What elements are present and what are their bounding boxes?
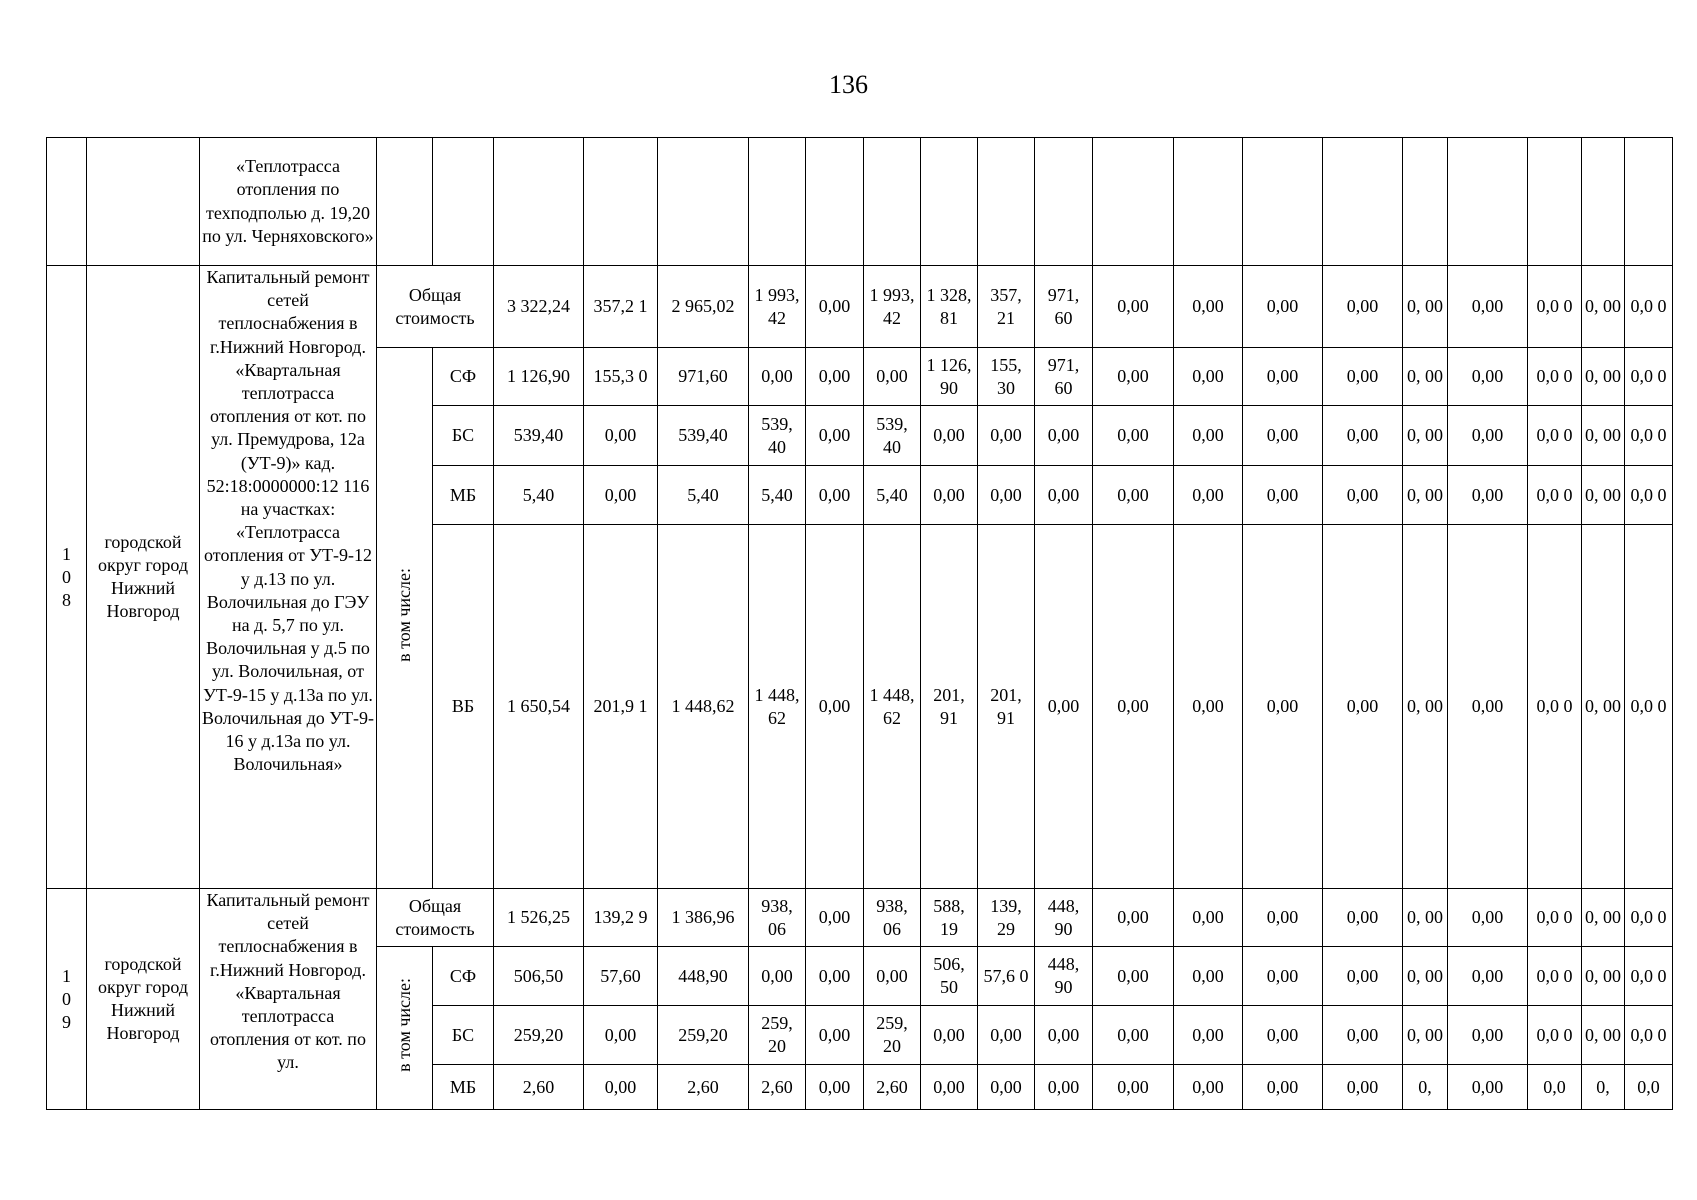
value-cell: 5,40 bbox=[658, 466, 749, 525]
value-cell: 0, 00 bbox=[1403, 525, 1448, 889]
value-cell: 0,00 bbox=[1243, 889, 1323, 947]
value-cell: 0, 00 bbox=[1582, 889, 1625, 947]
value-cell: 0,00 bbox=[1448, 406, 1528, 466]
value-cell: 0,00 bbox=[1093, 466, 1174, 525]
municipality-cell: городской округ город Нижний Новгород bbox=[87, 889, 200, 1110]
value-cell: 0,00 bbox=[1243, 348, 1323, 406]
value-cell: 0,0 0 bbox=[1528, 266, 1582, 348]
value-cell: 0,00 bbox=[1174, 348, 1243, 406]
value-cell: 0,00 bbox=[1093, 947, 1174, 1006]
value-cell: 0,00 bbox=[1243, 525, 1323, 889]
value-cell: 448,90 bbox=[658, 947, 749, 1006]
value-cell: 0,00 bbox=[806, 1065, 864, 1110]
value-cell: 0,00 bbox=[978, 466, 1035, 525]
value-cell: 1 526,25 bbox=[494, 889, 584, 947]
value-cell: 0,0 0 bbox=[1625, 266, 1673, 348]
value-cell: 0, 00 bbox=[1403, 406, 1448, 466]
value-cell: 0,00 bbox=[1243, 466, 1323, 525]
value-cell: 0,00 bbox=[806, 1006, 864, 1065]
value-cell: 0,0 bbox=[1625, 1065, 1673, 1110]
value-cell: 0,00 bbox=[978, 406, 1035, 466]
empty-cell bbox=[1323, 138, 1403, 266]
empty-cell bbox=[1093, 138, 1174, 266]
value-cell: 539,40 bbox=[494, 406, 584, 466]
value-cell: 0,00 bbox=[864, 947, 921, 1006]
value-cell: 0,00 bbox=[806, 466, 864, 525]
empty-cell bbox=[1035, 138, 1093, 266]
value-cell: 0,00 bbox=[806, 947, 864, 1006]
value-cell: 0,00 bbox=[1035, 406, 1093, 466]
value-cell: 0,00 bbox=[1323, 466, 1403, 525]
value-cell: 0,00 bbox=[864, 348, 921, 406]
value-cell: 588, 19 bbox=[921, 889, 978, 947]
empty-cell bbox=[658, 138, 749, 266]
value-cell: 0,00 bbox=[978, 1065, 1035, 1110]
value-cell: 0,00 bbox=[1093, 406, 1174, 466]
value-cell: 0,00 bbox=[1323, 1006, 1403, 1065]
value-cell: 2,60 bbox=[658, 1065, 749, 1110]
value-cell: 0,00 bbox=[1323, 348, 1403, 406]
empty-cell bbox=[1174, 138, 1243, 266]
value-cell: 5,40 bbox=[494, 466, 584, 525]
value-cell: 0, 00 bbox=[1582, 406, 1625, 466]
value-cell: 0,00 bbox=[1035, 1006, 1093, 1065]
value-cell: 0,00 bbox=[1243, 1006, 1323, 1065]
value-cell: 0,00 bbox=[1448, 889, 1528, 947]
value-cell: 0,00 bbox=[1448, 1065, 1528, 1110]
total-cost-label: Общая стоимость bbox=[377, 889, 494, 947]
value-cell: 0,00 bbox=[1448, 947, 1528, 1006]
value-cell: 0,00 bbox=[749, 947, 806, 1006]
empty-cell bbox=[1403, 138, 1448, 266]
value-cell: 506,50 bbox=[494, 947, 584, 1006]
value-cell: 0, bbox=[1582, 1065, 1625, 1110]
budget-table bbox=[46, 137, 1673, 1110]
value-cell: 971,60 bbox=[658, 348, 749, 406]
value-cell: 139,2 9 bbox=[584, 889, 658, 947]
value-cell: 0, 00 bbox=[1582, 525, 1625, 889]
value-cell: 2,60 bbox=[494, 1065, 584, 1110]
value-cell: 0,00 bbox=[921, 466, 978, 525]
empty-cell bbox=[1528, 138, 1582, 266]
value-cell: 0,00 bbox=[1174, 1006, 1243, 1065]
value-cell: 0,00 bbox=[806, 889, 864, 947]
municipality-cell: городской округ город Нижний Новгород bbox=[87, 266, 200, 889]
value-cell: 0,0 0 bbox=[1625, 1006, 1673, 1065]
including-label: в том числе: bbox=[394, 978, 414, 1072]
value-cell: 2 965,02 bbox=[658, 266, 749, 348]
value-cell: 0,00 bbox=[1035, 466, 1093, 525]
value-cell: 2,60 bbox=[749, 1065, 806, 1110]
value-cell: 201, 91 bbox=[978, 525, 1035, 889]
funding-source-label: СФ bbox=[433, 947, 494, 1006]
value-cell: 448, 90 bbox=[1035, 889, 1093, 947]
value-cell: 0,0 0 bbox=[1625, 525, 1673, 889]
value-cell: 0, 00 bbox=[1403, 947, 1448, 1006]
value-cell: 0, 00 bbox=[1582, 266, 1625, 348]
empty-cell bbox=[921, 138, 978, 266]
value-cell: 5,40 bbox=[864, 466, 921, 525]
total-cost-label: Общая стоимость bbox=[377, 266, 494, 348]
table-row-continuation bbox=[47, 138, 1673, 266]
value-cell: 0, 00 bbox=[1582, 466, 1625, 525]
value-cell: 0,00 bbox=[806, 525, 864, 889]
value-cell: 0, bbox=[1403, 1065, 1448, 1110]
value-cell: 0, 00 bbox=[1582, 348, 1625, 406]
value-cell: 3 322,24 bbox=[494, 266, 584, 348]
value-cell: 0,00 bbox=[1448, 466, 1528, 525]
value-cell: 259,20 bbox=[658, 1006, 749, 1065]
value-cell: 0,00 bbox=[1243, 1065, 1323, 1110]
value-cell: 1 448, 62 bbox=[864, 525, 921, 889]
value-cell: 139, 29 bbox=[978, 889, 1035, 947]
value-cell: 938, 06 bbox=[749, 889, 806, 947]
funding-source-label: ВБ bbox=[433, 525, 494, 889]
value-cell: 1 448,62 bbox=[658, 525, 749, 889]
value-cell: 0,00 bbox=[584, 466, 658, 525]
value-cell: 0,00 bbox=[1093, 525, 1174, 889]
value-cell: 0,00 bbox=[1174, 1065, 1243, 1110]
value-cell: 0,00 bbox=[1093, 348, 1174, 406]
value-cell: 57,6 0 bbox=[978, 947, 1035, 1006]
table-row bbox=[47, 266, 1673, 348]
empty-cell bbox=[1243, 138, 1323, 266]
value-cell: 0,00 bbox=[806, 406, 864, 466]
value-cell: 1 448, 62 bbox=[749, 525, 806, 889]
value-cell: 0, 00 bbox=[1403, 1006, 1448, 1065]
value-cell: 0,0 bbox=[1528, 1065, 1582, 1110]
value-cell: 938, 06 bbox=[864, 889, 921, 947]
value-cell: 0,00 bbox=[1174, 947, 1243, 1006]
table-row bbox=[47, 889, 1673, 947]
value-cell: 0,00 bbox=[1174, 266, 1243, 348]
object-description-cell: Капитальный ремонт сетей теплоснабжения в г.Нижний Новгород. «Квартальная теплотрасса отопления от кот. по ул. Премудрова, 12а (УТ-9)» кад. 52:18:0000000:12 116 на участках: «Теплотрасса отопления от УТ-9-12 у д.13 по ул. Волочильная до ГЭУ на д. 5,7 по ул. Волочильная у д.5 по ул. Волочильная, от УТ-9-15 у д.13а по ул. Волочильная до УТ-9-16 у д.13а по ул. Волочильная» bbox=[200, 266, 377, 889]
value-cell: 0,00 bbox=[806, 266, 864, 348]
value-cell: 448, 90 bbox=[1035, 947, 1093, 1006]
value-cell: 259, 20 bbox=[749, 1006, 806, 1065]
value-cell: 0,00 bbox=[1093, 1065, 1174, 1110]
value-cell: 0,00 bbox=[1323, 889, 1403, 947]
value-cell: 0,0 0 bbox=[1528, 947, 1582, 1006]
value-cell: 0,00 bbox=[1035, 1065, 1093, 1110]
empty-cell bbox=[494, 138, 584, 266]
value-cell: 1 650,54 bbox=[494, 525, 584, 889]
value-cell: 0,00 bbox=[1323, 947, 1403, 1006]
empty-cell bbox=[1625, 138, 1673, 266]
value-cell: 201,9 1 bbox=[584, 525, 658, 889]
value-cell: 0,00 bbox=[1243, 947, 1323, 1006]
value-cell: 0,00 bbox=[1323, 406, 1403, 466]
value-cell: 0,00 bbox=[584, 406, 658, 466]
value-cell: 155,3 0 bbox=[584, 348, 658, 406]
value-cell: 0,0 0 bbox=[1625, 889, 1673, 947]
empty-cell bbox=[978, 138, 1035, 266]
object-description-cell: Капитальный ремонт сетей теплоснабжения в г.Нижний Новгород. «Квартальная теплотрасса отопления от кот. по ул. bbox=[200, 889, 377, 1110]
value-cell: 0,00 bbox=[1174, 406, 1243, 466]
funding-source-label: БС bbox=[433, 406, 494, 466]
value-cell: 0,00 bbox=[1243, 406, 1323, 466]
empty-cell bbox=[433, 138, 494, 266]
value-cell: 0,00 bbox=[1243, 266, 1323, 348]
value-cell: 0,0 0 bbox=[1625, 406, 1673, 466]
value-cell: 1 328, 81 bbox=[921, 266, 978, 348]
value-cell: 259,20 bbox=[494, 1006, 584, 1065]
municipality-cell bbox=[87, 138, 200, 266]
value-cell: 0,00 bbox=[1323, 525, 1403, 889]
value-cell: 0, 00 bbox=[1403, 266, 1448, 348]
value-cell: 0,0 0 bbox=[1528, 466, 1582, 525]
value-cell: 0,00 bbox=[1323, 1065, 1403, 1110]
value-cell: 1 126, 90 bbox=[921, 348, 978, 406]
value-cell: 0,00 bbox=[1448, 1006, 1528, 1065]
value-cell: 2,60 bbox=[864, 1065, 921, 1110]
value-cell: 0, 00 bbox=[1582, 1006, 1625, 1065]
empty-cell bbox=[1448, 138, 1528, 266]
value-cell: 0,00 bbox=[1174, 525, 1243, 889]
value-cell: 0,00 bbox=[806, 348, 864, 406]
value-cell: 0,0 0 bbox=[1528, 1006, 1582, 1065]
value-cell: 0,00 bbox=[1174, 889, 1243, 947]
value-cell: 971, 60 bbox=[1035, 266, 1093, 348]
page-number: 136 bbox=[829, 70, 868, 99]
value-cell: 0,0 0 bbox=[1528, 348, 1582, 406]
value-cell: 0,00 bbox=[584, 1065, 658, 1110]
value-cell: 0,00 bbox=[921, 406, 978, 466]
value-cell: 0,00 bbox=[1448, 348, 1528, 406]
value-cell: 155, 30 bbox=[978, 348, 1035, 406]
value-cell: 0, 00 bbox=[1403, 348, 1448, 406]
value-cell: 0,00 bbox=[1174, 466, 1243, 525]
value-cell: 506, 50 bbox=[921, 947, 978, 1006]
value-cell: 0,00 bbox=[1448, 525, 1528, 889]
value-cell: 971, 60 bbox=[1035, 348, 1093, 406]
value-cell: 539, 40 bbox=[749, 406, 806, 466]
value-cell: 0,0 0 bbox=[1528, 889, 1582, 947]
value-cell: 0,00 bbox=[1323, 266, 1403, 348]
value-cell: 0,0 0 bbox=[1625, 348, 1673, 406]
funding-source-label: БС bbox=[433, 1006, 494, 1065]
empty-cell bbox=[806, 138, 864, 266]
value-cell: 0,0 0 bbox=[1528, 525, 1582, 889]
row-number-cell: 1 0 8 bbox=[47, 266, 87, 889]
value-cell: 0, 00 bbox=[1582, 947, 1625, 1006]
object-cell: «Теплотрасса отопления по техподполью д. 19,20 по ул. Черняховского» bbox=[200, 138, 377, 266]
value-cell: 259, 20 bbox=[864, 1006, 921, 1065]
value-cell: 0,00 bbox=[749, 348, 806, 406]
value-cell: 0,00 bbox=[1093, 889, 1174, 947]
value-cell: 0,0 0 bbox=[1625, 466, 1673, 525]
value-cell: 0,0 0 bbox=[1528, 406, 1582, 466]
including-label-cell bbox=[377, 947, 433, 1110]
value-cell: 1 993, 42 bbox=[749, 266, 806, 348]
including-label-cell bbox=[377, 348, 433, 889]
value-cell: 0,00 bbox=[978, 1006, 1035, 1065]
funding-source-label: МБ bbox=[433, 466, 494, 525]
empty-cell bbox=[584, 138, 658, 266]
including-label: в том числе: bbox=[394, 568, 414, 662]
funding-source-label: МБ bbox=[433, 1065, 494, 1110]
value-cell: 5,40 bbox=[749, 466, 806, 525]
row-number-cell: 1 0 9 bbox=[47, 889, 87, 1110]
value-cell: 1 126,90 bbox=[494, 348, 584, 406]
value-cell: 57,60 bbox=[584, 947, 658, 1006]
value-cell: 0,00 bbox=[921, 1065, 978, 1110]
value-cell: 357, 21 bbox=[978, 266, 1035, 348]
value-cell: 539, 40 bbox=[864, 406, 921, 466]
value-cell: 0,0 0 bbox=[1625, 947, 1673, 1006]
empty-cell bbox=[864, 138, 921, 266]
value-cell: 0,00 bbox=[1035, 525, 1093, 889]
table-body bbox=[47, 138, 1673, 1110]
value-cell: 0,00 bbox=[1093, 266, 1174, 348]
value-cell: 539,40 bbox=[658, 406, 749, 466]
num-cell bbox=[47, 138, 87, 266]
value-cell: 0, 00 bbox=[1403, 466, 1448, 525]
value-cell: 201, 91 bbox=[921, 525, 978, 889]
value-cell: 0,00 bbox=[1448, 266, 1528, 348]
value-cell: 1 993, 42 bbox=[864, 266, 921, 348]
value-cell: 0, 00 bbox=[1403, 889, 1448, 947]
funding-source-label: СФ bbox=[433, 348, 494, 406]
empty-cell bbox=[1582, 138, 1625, 266]
value-cell: 0,00 bbox=[921, 1006, 978, 1065]
value-cell: 1 386,96 bbox=[658, 889, 749, 947]
value-cell: 0,00 bbox=[584, 1006, 658, 1065]
empty-cell bbox=[749, 138, 806, 266]
value-cell: 357,2 1 bbox=[584, 266, 658, 348]
value-cell: 0,00 bbox=[1093, 1006, 1174, 1065]
empty-cell bbox=[377, 138, 433, 266]
